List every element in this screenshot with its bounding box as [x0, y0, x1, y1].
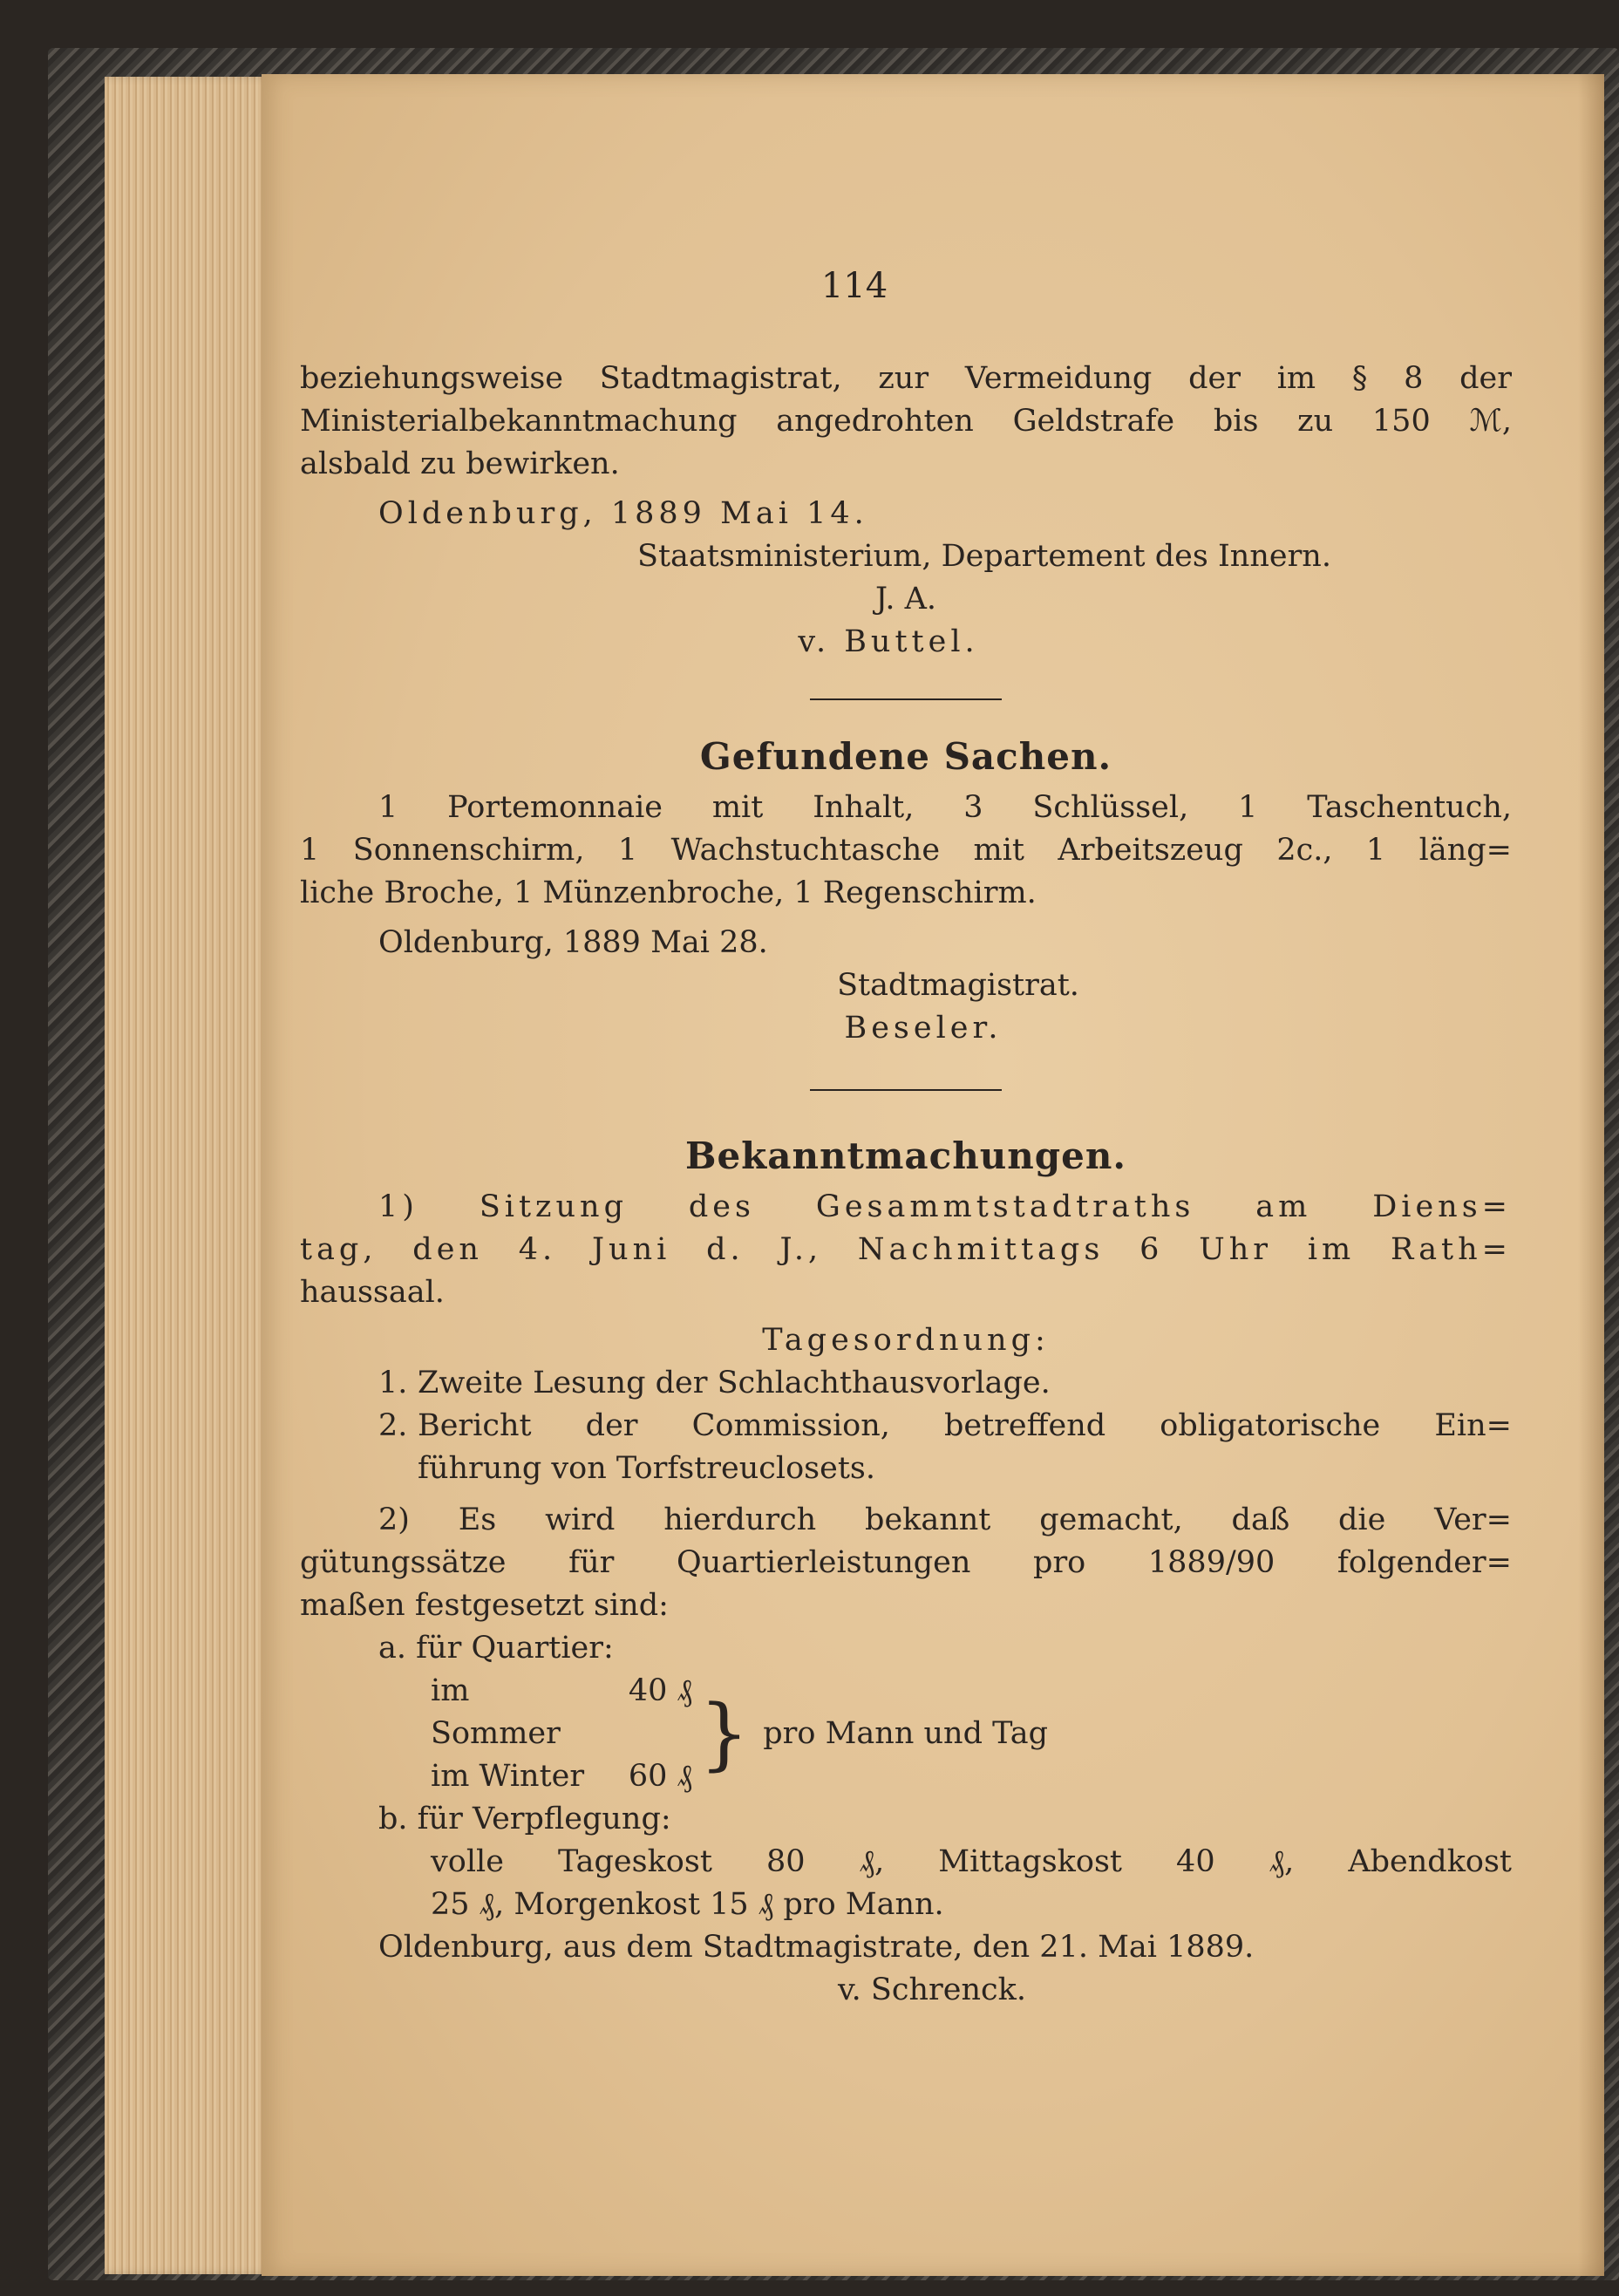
quarters-row-winter: [431, 1755, 692, 1798]
intro-authority: Staatsministerium, Departement des Innern.: [637, 539, 1331, 574]
notices-heading: Bekanntmachungen.: [684, 1134, 1127, 1177]
agenda-item-2-num: 2.: [378, 1408, 408, 1443]
intro-ia: J. A.: [875, 582, 936, 617]
found-section: [300, 735, 1512, 1050]
quarters-winter-value: 60 ₰: [628, 1759, 692, 1794]
section-divider-2: [810, 1089, 1002, 1091]
quarters-label: a. für Quartier:: [378, 1631, 614, 1666]
agenda-title: Tagesordnung:: [762, 1323, 1050, 1358]
found-authority: Stadtmagistrat.: [837, 968, 1079, 1003]
notice2-place-date: Oldenburg, aus dem Stadtmagistrate, den 21. Mai 1889.: [378, 1930, 1255, 1965]
provisions-line-2: 25 ₰, Morgenkost 15 ₰ pro Mann.: [431, 1887, 944, 1922]
found-heading: Gefundene Sachen.: [699, 735, 1112, 778]
found-line-1: 1 Portemonnaie mit Inhalt, 3 Schlüssel, 1 Taschentuch,: [378, 790, 1512, 825]
quarters-summer-label: im Sommer: [431, 1673, 561, 1751]
brace-symbol: }: [699, 1687, 750, 1780]
quarters-note: pro Mann und Tag: [763, 1716, 1049, 1751]
found-place-date: Oldenburg, 1889 Mai 28.: [378, 925, 768, 960]
intro-place-date: Oldenburg, 1889 Mai 14.: [378, 496, 868, 531]
notice2-line-3: maßen festgesetzt sind:: [300, 1588, 669, 1623]
agenda-item-2: [300, 1405, 1512, 1490]
agenda-item-2-line-2: führung von Torfstreuclosets.: [418, 1451, 875, 1486]
intro-line-2: Ministerialbekanntmachung angedrohten Geldstrafe bis zu 150 ℳ,: [300, 404, 1512, 439]
found-line-2: 1 Sonnenschirm, 1 Wachstuchtasche mit Arbeitszeug 2c., 1 läng=: [300, 833, 1512, 868]
provisions-line-1: volle Tageskost 80 ₰, Mittagskost 40 ₰, Abendkost: [431, 1844, 1512, 1879]
intro-signer: v. Buttel.: [798, 624, 979, 659]
provisions-block: [300, 1841, 1512, 1926]
notices-section: [300, 1134, 1512, 2012]
notice1-line-3: haussaal.: [300, 1275, 445, 1310]
found-signer: Beseler.: [844, 1011, 1003, 1046]
notice2-line-2: gütungssätze für Quartierleistungen pro 1889/90 folgender=: [300, 1545, 1512, 1580]
quarters-table: [300, 1670, 1512, 1798]
intro-line-3: alsbald zu bewirken.: [300, 446, 620, 481]
quarters-summer-value: 40 ₰: [628, 1673, 692, 1708]
page-number: 114: [820, 266, 888, 306]
agenda-item-2-line-1: Bericht der Commission, betreffend obligatorische Ein=: [418, 1408, 1512, 1443]
notice2-signer: v. Schrenck.: [838, 1972, 1026, 2007]
provisions-label: b. für Verpflegung:: [378, 1802, 671, 1836]
section-divider: [810, 698, 1002, 700]
quarters-winter-label: im Winter: [431, 1759, 585, 1794]
page-text: [300, 358, 1512, 2012]
notice1-line-2: tag, den 4. Juni d. J., Nachmittags 6 Uhr im Rath=: [300, 1232, 1512, 1267]
spine-shadow: [1578, 74, 1604, 2276]
agenda-item-1: [300, 1362, 1512, 1405]
intro-section: [300, 358, 1512, 664]
intro-line-1: beziehungsweise Stadtmagistrat, zur Vermeidung der im § 8 der: [300, 361, 1512, 396]
found-line-3: liche Broche, 1 Münzenbroche, 1 Regenschirm.: [300, 875, 1037, 910]
notice2-line-1: 2) Es wird hierdurch bekannt gemacht, daß die Ver=: [378, 1502, 1512, 1537]
agenda-item-1-num: 1.: [378, 1366, 408, 1400]
notice1-line-1: 1) Sitzung des Gesammtstadtraths am Diens=: [378, 1189, 1512, 1224]
agenda-item-1-text: Zweite Lesung der Schlachthausvorlage.: [418, 1366, 1051, 1400]
quarters-row-summer: [431, 1670, 692, 1755]
